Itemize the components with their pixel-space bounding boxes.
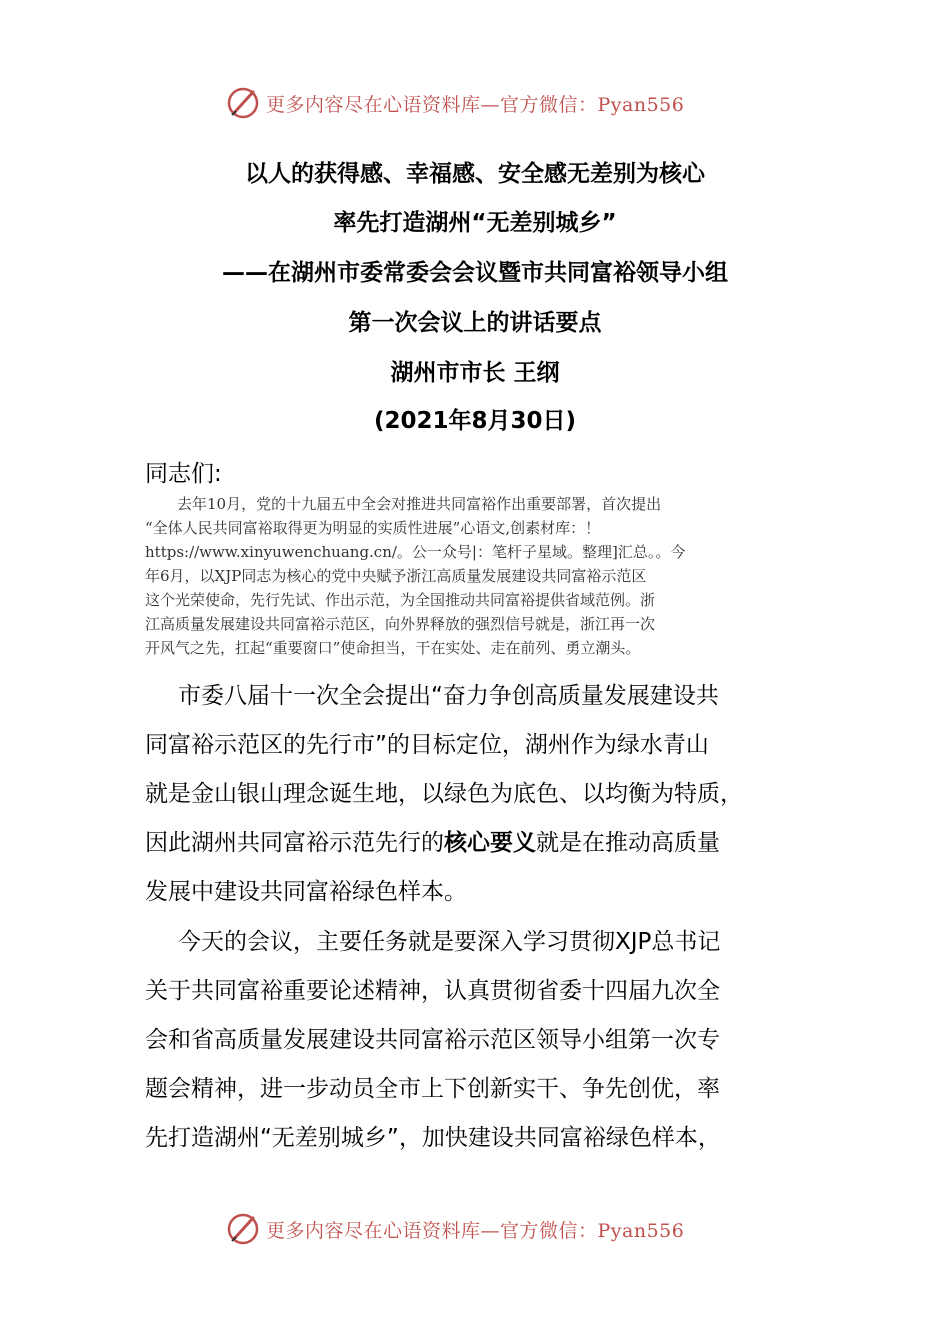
text-run: 因此湖州共同富裕示范先行的 [145,830,444,856]
emphasis-core-meaning: 核心要义 [444,830,536,856]
paragraph-line: 江高质量发展建设共同富裕示范区，向外界释放的强烈信号就是，浙江再一次 [145,615,656,633]
speaker: 湖州市市长 王纲 [390,360,560,386]
greeting: 同志们: [145,461,222,487]
paragraph-line: 去年10月，党的十九届五中全会对推进共同富裕作出重要部署，首次提出 [177,495,662,513]
paragraph-line: 开风气之先，扛起“重要窗口”使命担当，干在实处、走在前列、勇立潮头。 [145,639,641,657]
paragraph-line: 同富裕示范区的先行市”的目标定位，湖州作为绿水青山 [145,732,709,758]
paragraph-line: 年6月，以XJP同志为核心的党中央赋予浙江高质量发展建设共同富裕示范区 [145,567,647,585]
header-watermark [0,84,950,124]
paragraph-line: 题会精神，进一步动员全市上下创新实干、争先创优，率 [145,1076,720,1102]
paragraph-line: “全体人民共同富裕取得更为明显的实质性进展”心语文,创素材库：！ [145,519,601,537]
footer-watermark [0,1210,950,1250]
paragraph-line: 关于共同富裕重要论述精神，认真贯彻省委十四届九次全 [145,978,720,1004]
pen-logo-icon [226,86,260,120]
paragraph-line [145,819,810,868]
paragraph-line: 这个光荣使命，先行先试、作出示范，为全国推动共同富裕提供省域范例。浙 [145,591,656,609]
paragraph-line: 发展中建设共同富裕绿色样本。 [145,879,467,905]
paragraph-1 [145,492,805,660]
paragraph-3 [145,918,810,1163]
paragraph-line: https://www.xinyuwenchuang.cn/。公一众号|：笔杆子星域。整理]汇总。。今 [145,543,686,561]
paragraph-2 [145,672,810,917]
watermark-text: 更多内容尽在心语资料库—官方微信：Pyan556 [266,1220,685,1242]
paragraph-line: 今天的会议，主要任务就是要深入学习贯彻XJP总书记 [178,929,721,955]
subtitle-line-1: ——在湖州市委常委会会议暨市共同富裕领导小组 [222,260,728,286]
paragraph-line: 就是金山银山理念诞生地，以绿色为底色、以均衡为特质， [145,781,743,807]
main-title-line-2: 率先打造湖州“无差别城乡” [333,210,617,236]
pen-logo-icon [226,1212,260,1246]
speech-date: (2021年8月30日) [373,408,577,434]
watermark-text: 更多内容尽在心语资料库—官方微信：Pyan556 [266,94,685,116]
paragraph-line: 先打造湖州“无差别城乡”，加快建设共同富裕绿色样本， [145,1125,721,1151]
main-title-line-1: 以人的获得感、幸福感、安全感无差别为核心 [245,161,705,187]
paragraph-line: 市委八届十一次全会提出“奋力争创高质量发展建设共 [178,683,719,709]
subtitle-line-2: 第一次会议上的讲话要点 [348,310,602,336]
text-run: 就是在推动高质量 [536,830,720,856]
paragraph-line: 会和省高质量发展建设共同富裕示范区领导小组第一次专 [145,1027,720,1053]
